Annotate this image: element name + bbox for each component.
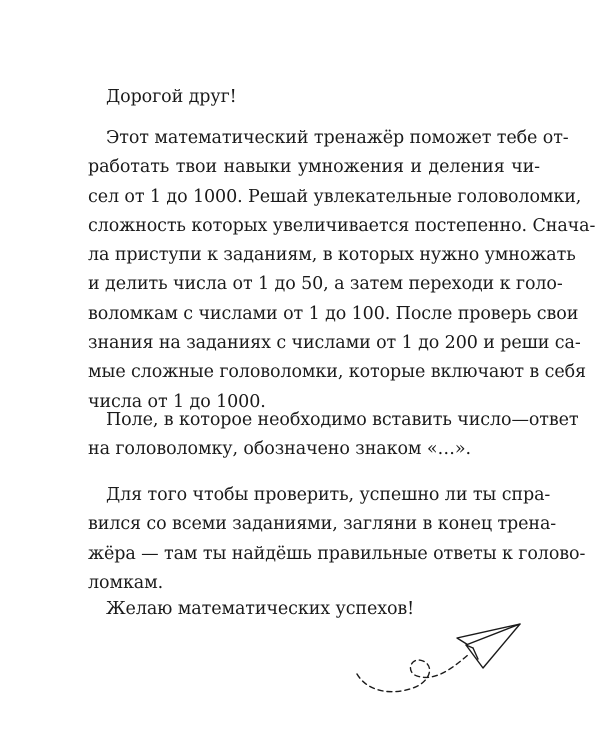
- text-line: вился со всеми заданиями, загляни в конец трена-: [88, 514, 557, 535]
- paper-airplane-icon: [345, 606, 530, 716]
- paragraph-check-answers: [88, 481, 586, 598]
- paragraph-introduction: [88, 124, 596, 417]
- paragraph-answer-field: [88, 406, 579, 465]
- text-line: знания на заданиях с числами от 1 до 200 и реши са-: [88, 333, 581, 354]
- text-line: жёра — там ты найдёшь правильные ответы к голово-: [88, 543, 586, 564]
- letter-greeting: [88, 83, 540, 112]
- text-line: Этот математический тренажёр поможет тебе от-: [106, 128, 569, 148]
- text-line: сложность которых увеличивается постепенно. Снача-: [88, 215, 596, 236]
- text-line: ломкам.: [88, 572, 164, 593]
- text-line: сел от 1 до 1000. Решай увлекательные головоломки,: [88, 186, 582, 207]
- text-line: работать твои навыки умножения и деления чи-: [88, 157, 540, 178]
- text-line: ла приступи к заданиям, в которых нужно умножать: [88, 245, 576, 266]
- text-line: мые сложные головоломки, которые включают в себя: [88, 362, 586, 383]
- text-line: Поле, в которое необходимо вставить число—ответ: [106, 410, 579, 430]
- text-line: числа от 1 до 1000.: [88, 391, 266, 412]
- text-line: Для того чтобы проверить, успешно ли ты спра-: [106, 485, 551, 505]
- text-line: на головоломку, обозначено знаком «…».: [88, 439, 471, 460]
- text-line: и делить числа от 1 до 50, а затем переходи к голо-: [88, 274, 563, 295]
- closing-line: Желаю математических успехов!: [106, 599, 415, 619]
- greeting-line: Дорогой друг!: [106, 87, 237, 107]
- text-line: воломкам с числами от 1 до 100. После проверь свои: [88, 303, 579, 324]
